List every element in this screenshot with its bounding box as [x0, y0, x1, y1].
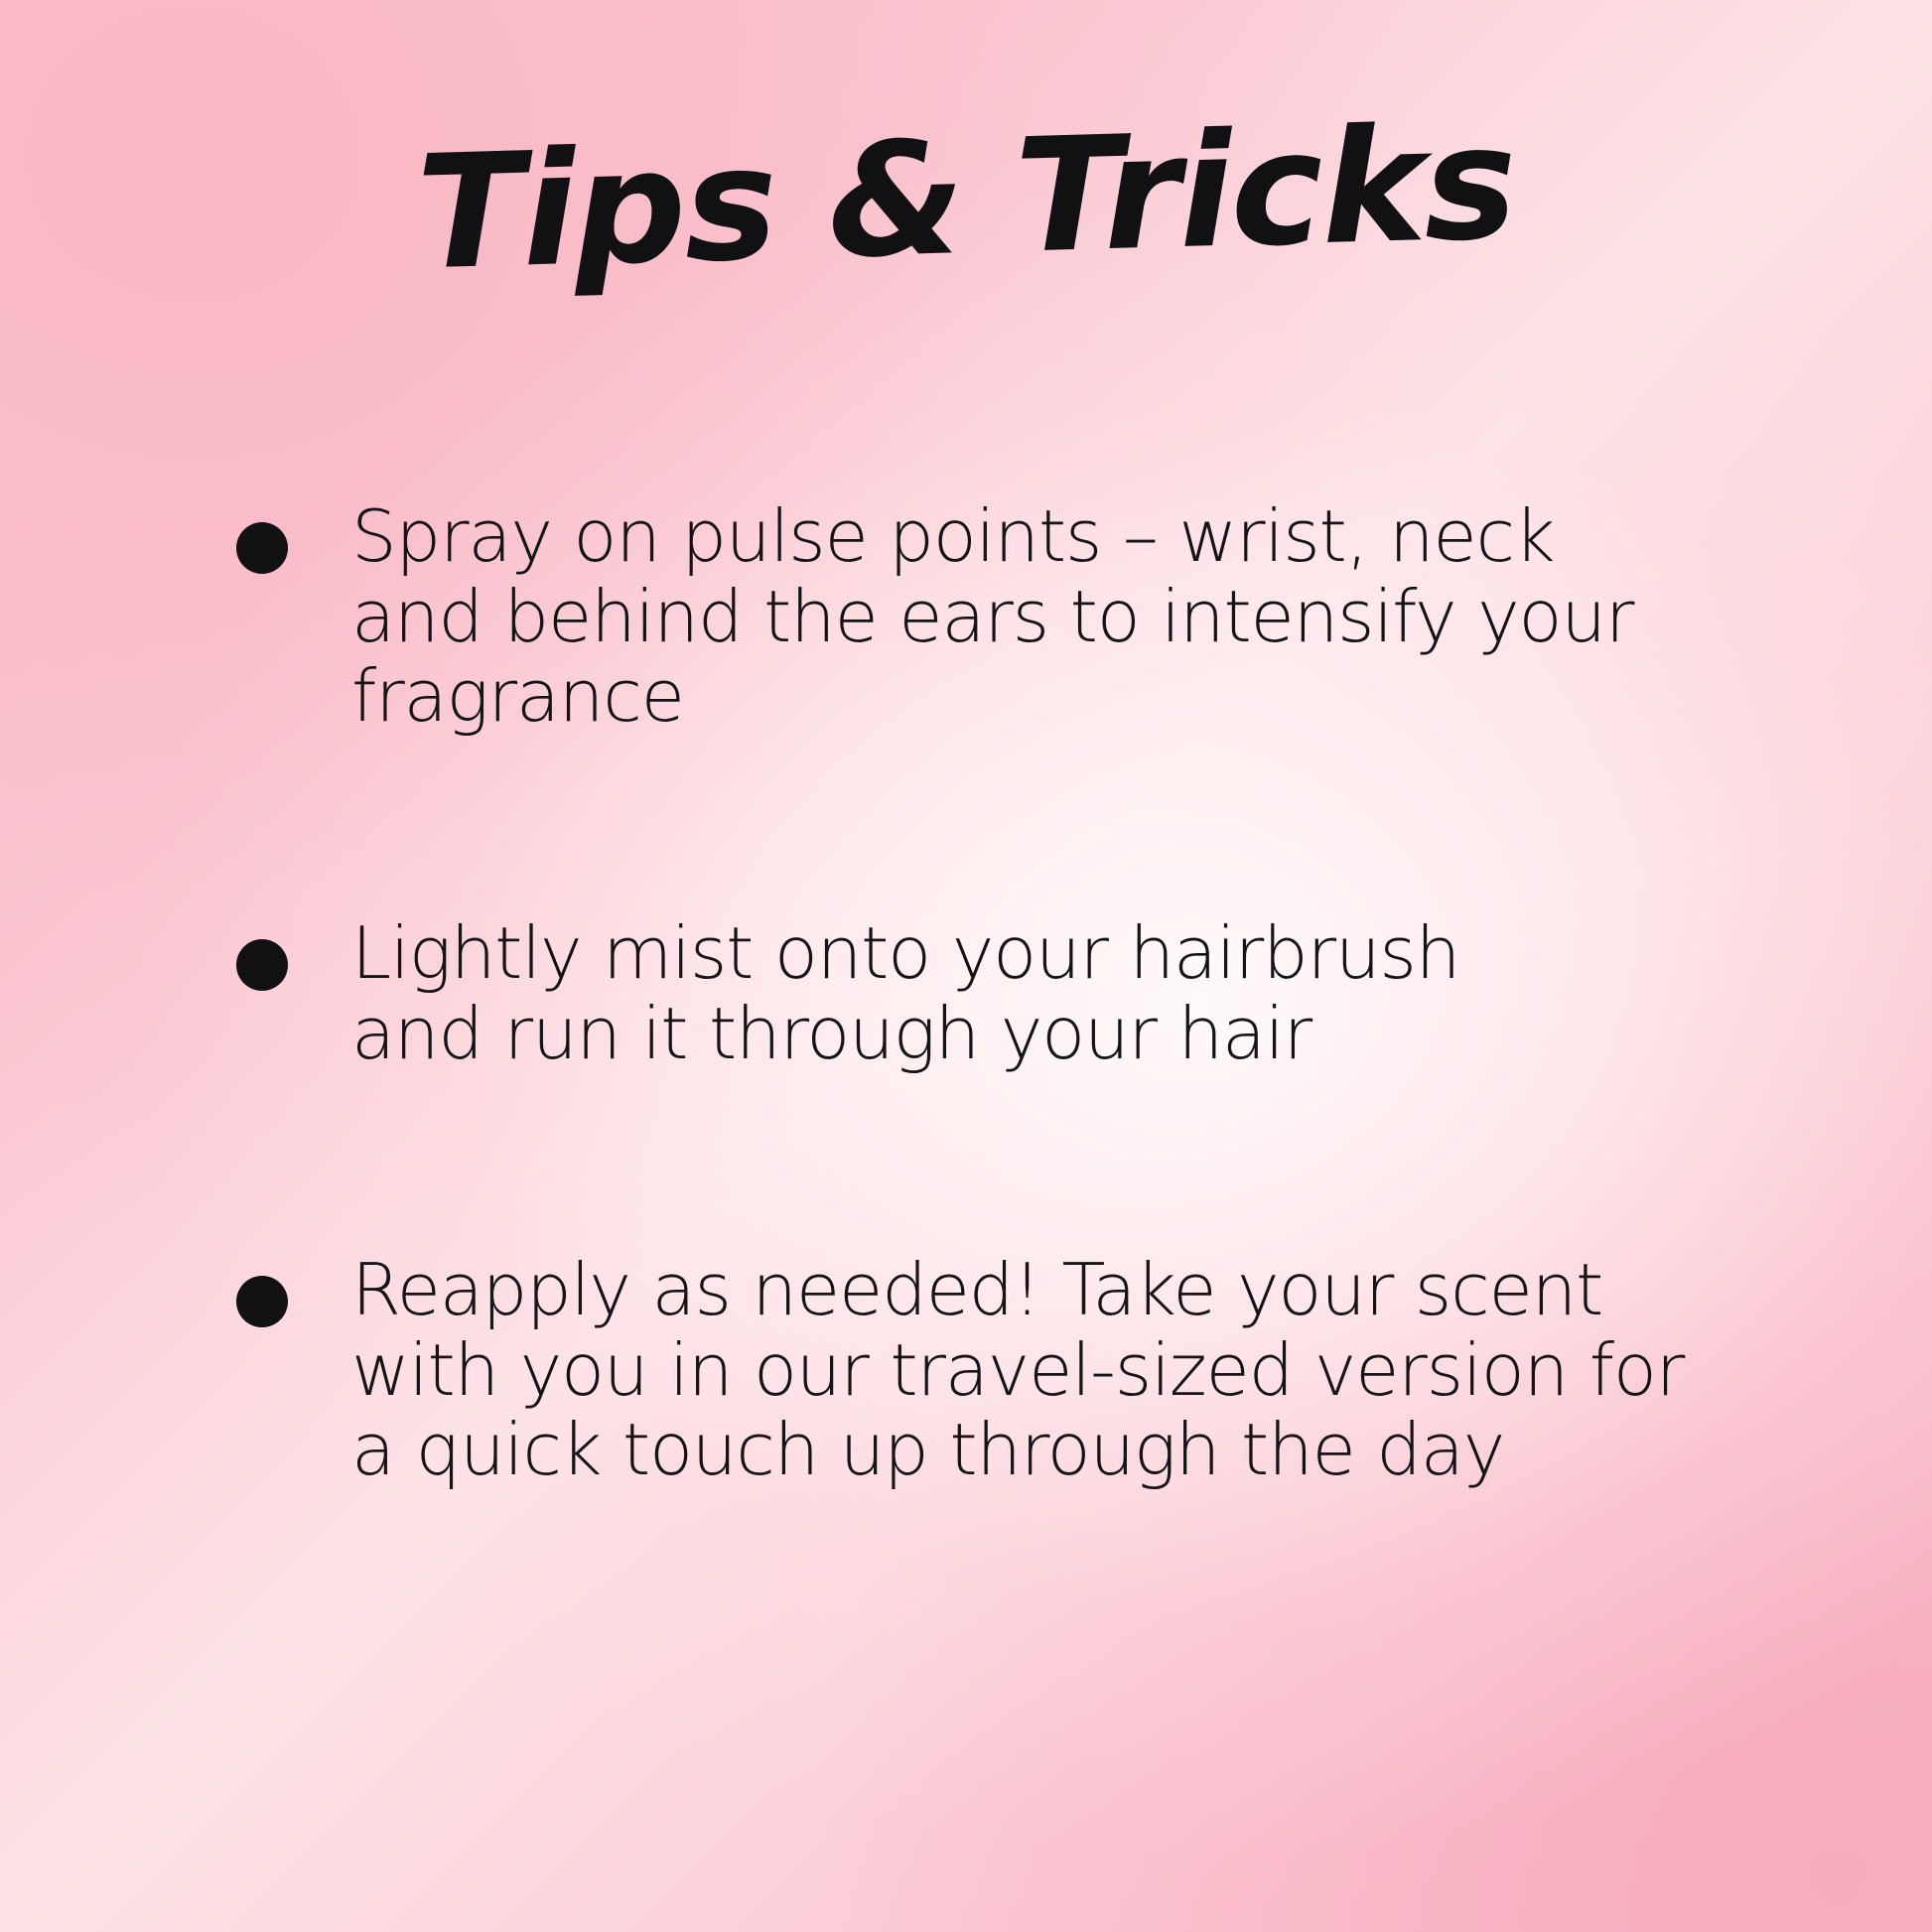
bullet-icon [236, 522, 288, 574]
bullet-icon [236, 939, 288, 991]
list-item [236, 910, 1745, 1075]
list-item-text: Reapply as needed! Take your scent with you in our travel-sized version for a quick touch up through the day [351, 1248, 1685, 1492]
list-item-text: Spray on pulse points – wrist, neck and behind the ears to intensify your fragrance [351, 494, 1634, 739]
page-title: Tips & Tricks [414, 91, 1518, 306]
bullet-icon [236, 1276, 288, 1327]
list-item [236, 496, 1745, 737]
list-item-text: Lightly mist onto your hairbrush and run it through your hair [351, 910, 1460, 1075]
tips-list [236, 496, 1745, 1490]
list-item [236, 1250, 1745, 1490]
